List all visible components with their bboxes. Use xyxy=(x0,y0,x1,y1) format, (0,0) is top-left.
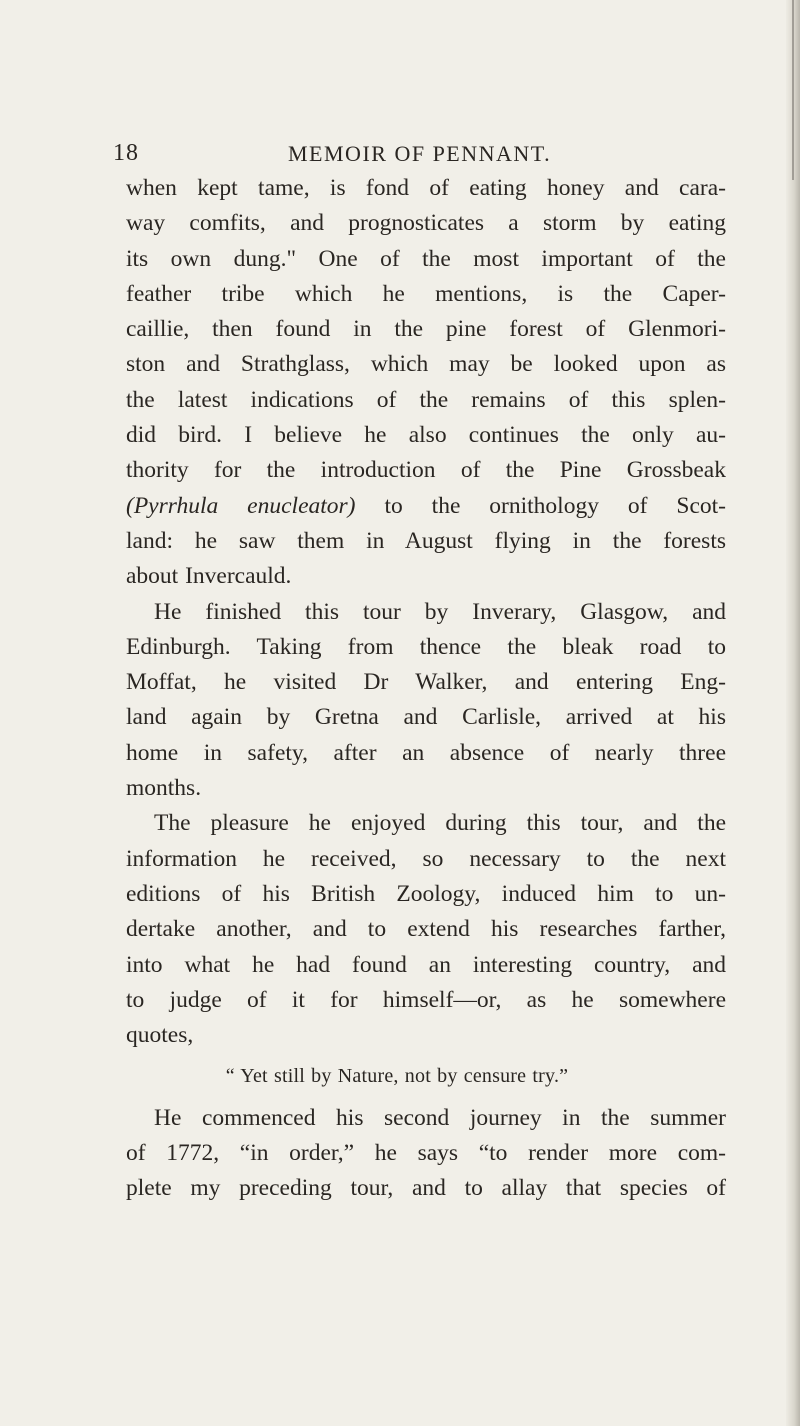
paragraph-start: He finished this tour by Inverary, Glasgow, and xyxy=(154,598,726,625)
text-line-with-italic xyxy=(126,489,726,524)
text-line: about Invercauld. xyxy=(126,563,292,590)
text-line: to judge of it for himself—or, as he somewhere xyxy=(126,986,726,1013)
text-line: the latest indications of the remains of this splen- xyxy=(126,386,726,413)
page-edge-shadow xyxy=(786,0,800,1426)
text-line: of 1772, “in order,” he says “to render more com- xyxy=(126,1140,726,1167)
running-title: MEMOIR OF PENNANT. xyxy=(288,141,552,166)
text-line: caillie, then found in the pine forest of Glenmori- xyxy=(126,316,726,343)
text-line: way comfits, and prognosticates a storm by eating xyxy=(126,210,726,237)
text-line: thority for the introduction of the Pine Grossbeak xyxy=(126,457,726,484)
text-line: land: he saw them in August flying in the forests xyxy=(126,527,726,554)
text-line: plete my preceding tour, and to allay that species of xyxy=(126,1175,726,1202)
text-line: dertake another, and to extend his researches farther, xyxy=(126,916,726,943)
paragraph-start: He commenced his second journey in the summer xyxy=(154,1104,726,1131)
text-line: did bird. I believe he also continues the only au- xyxy=(126,422,726,449)
page-edge-line xyxy=(792,0,794,180)
text-line: information he received, so necessary to the next xyxy=(126,845,726,872)
text-line: home in safety, after an absence of nearly three xyxy=(126,739,726,766)
paragraph-start: The pleasure he enjoyed during this tour, and the xyxy=(154,810,726,837)
text-line: feather tribe which he mentions, is the Caper- xyxy=(126,280,726,307)
text-line: its own dung." One of the most important of the xyxy=(126,245,726,272)
text-line: when kept tame, is fond of eating honey and cara- xyxy=(126,175,726,201)
verse-quotation: “ Yet still by Nature, not by censure try.” xyxy=(225,1065,569,1088)
text-line: ston and Strathglass, which may be looked upon as xyxy=(126,351,726,378)
running-head xyxy=(113,140,718,170)
page-number: 18 xyxy=(113,140,139,166)
text-line: months. xyxy=(126,775,202,802)
text-line: Moffat, he visited Dr Walker, and entering Eng- xyxy=(126,669,726,696)
text-line: into what he had found an interesting country, and xyxy=(126,951,726,978)
body-text xyxy=(126,171,726,1207)
text-line-remainder: to the ornithology of Scot- xyxy=(384,492,727,519)
text-line: quotes, xyxy=(126,1022,194,1049)
text-line: land again by Gretna and Carlisle, arrived at his xyxy=(126,704,726,731)
text-line: editions of his British Zoology, induced him to un- xyxy=(126,880,726,907)
species-name-italic: (Pyrrhula enucleator) xyxy=(126,492,356,519)
text-line: Edinburgh. Taking from thence the bleak road to xyxy=(126,633,726,660)
